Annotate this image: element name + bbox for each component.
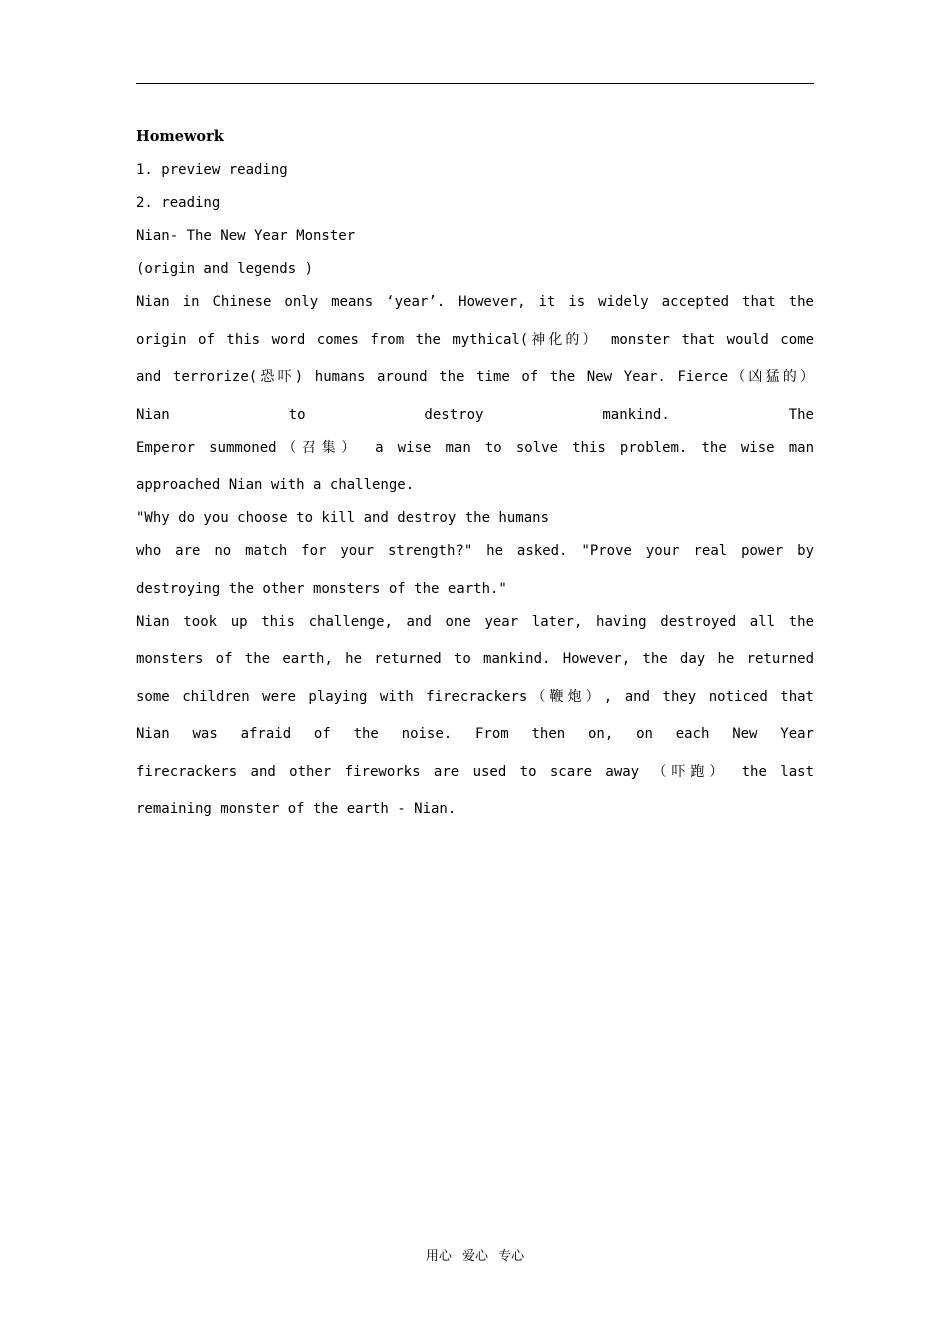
text-line: Nian in Chinese only means ‘year’. However, it is widely accepted that the	[136, 294, 814, 310]
text-line: Emperor summoned（召集） a wise man to solve this problem. the wise man	[136, 439, 814, 456]
text-line: 2. reading	[136, 195, 221, 211]
text-line: (origin and legends )	[136, 261, 314, 277]
text-line: approached Nian with a challenge.	[136, 477, 415, 493]
section-heading: Homework	[136, 128, 224, 145]
text-line: and terrorize(恐吓) humans around the time of the New Year. Fierce（凶猛的）	[136, 369, 814, 385]
header-rule	[136, 83, 814, 84]
text-line: "Why do you choose to kill and destroy the humans	[136, 510, 550, 526]
text-line: Nian was afraid of the noise. From then on, on each New Year	[136, 726, 814, 742]
document-body	[136, 126, 814, 831]
text-line: some children were playing with firecrackers（鞭炮）, and they noticed that	[136, 688, 814, 705]
text-line: firecrackers and other fireworks are used to scare away （吓跑） the last	[136, 763, 814, 780]
text-line: who are no match for your strength?" he asked. "Prove your real power by	[136, 543, 814, 559]
text-line: Nian- The New Year Monster	[136, 228, 356, 244]
text-line: origin of this word comes from the mythical(神化的） monster that would come	[136, 331, 814, 348]
text-line: Nian took up this challenge, and one year later, having destroyed all the	[136, 613, 814, 630]
text-line: monsters of the earth, he returned to mankind. However, the day he returned	[136, 651, 814, 667]
text-line: Nian to destroy mankind. The	[136, 406, 814, 423]
text-line: remaining monster of the earth - Nian.	[136, 801, 457, 817]
text-line: destroying the other monsters of the earth."	[136, 580, 507, 597]
page-footer: 用心 爱心 专心	[425, 1249, 525, 1264]
body-text	[136, 159, 814, 820]
text-line: 1. preview reading	[136, 162, 288, 178]
